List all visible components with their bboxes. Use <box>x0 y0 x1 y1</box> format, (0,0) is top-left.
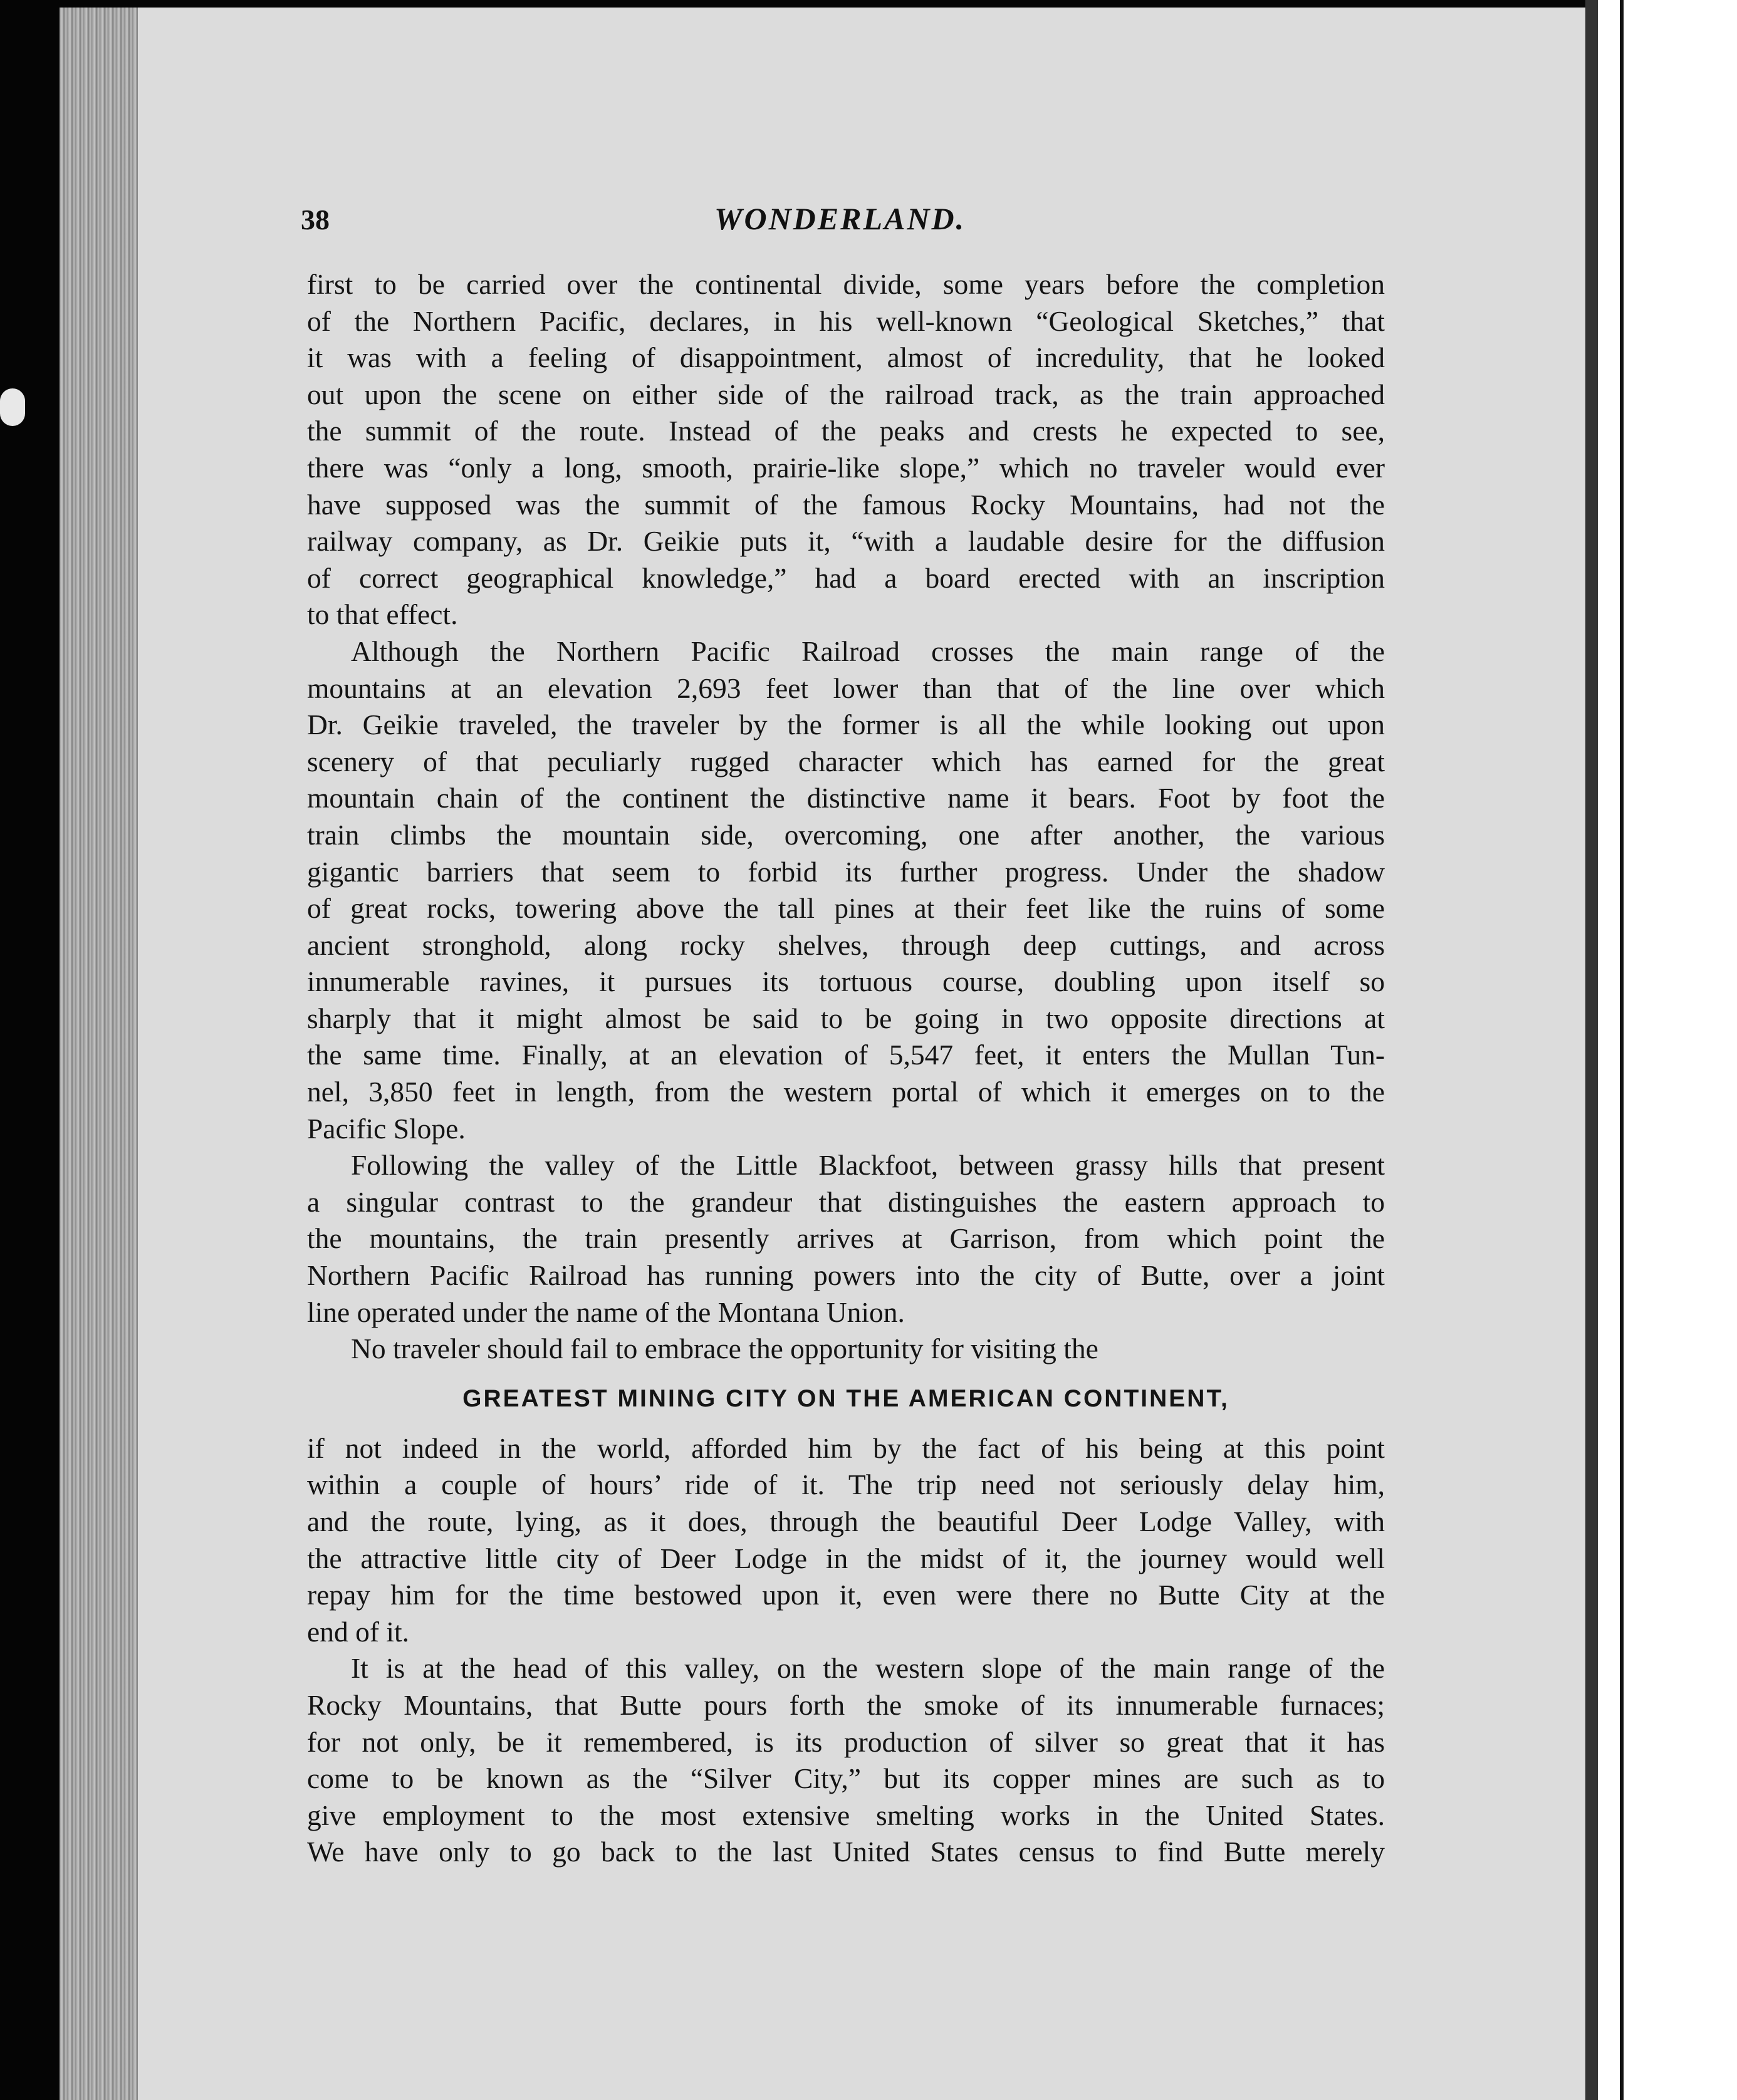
page-edges <box>60 8 147 2100</box>
binding-shadow <box>1585 0 1598 2100</box>
paragraph <box>307 266 1385 633</box>
text-line: Although the Northern Pacific Railroad crosses the main range of the <box>351 635 1385 667</box>
scan-artifact <box>0 388 25 426</box>
facing-page-edge <box>1620 0 1624 2100</box>
page-number: 38 <box>301 204 330 236</box>
text-line: We have only to go back to the last United States census to find Butte merely <box>307 1836 1385 1868</box>
text-line: a singular contrast to the grandeur that distinguishes the eastern approach to <box>307 1185 1385 1218</box>
paragraph <box>307 1147 1385 1331</box>
text-line: of the Northern Pacific, declares, in his well-known “Geological Sketches,” that <box>307 304 1385 337</box>
text-line: the mountains, the train presently arrives at Garrison, from which point the <box>307 1222 1385 1255</box>
text-line: It is at the head of this valley, on the western slope of the main range of the <box>351 1652 1385 1685</box>
paragraph <box>307 633 1385 1147</box>
text-line: scenery of that peculiarly rugged character which has earned for the great <box>307 745 1385 777</box>
running-title: WONDERLAND. <box>714 201 966 236</box>
text-line: sharply that it might almost be said to be going in two opposite directions at <box>307 1002 1385 1034</box>
text-line: of correct geographical knowledge,” had a board erected with an inscription <box>307 561 1385 594</box>
text-line: first to be carried over the continental divide, some years before the completion <box>307 268 1385 300</box>
text-line: line operated under the name of the Montana Union. <box>307 1296 905 1328</box>
text-line: Dr. Geikie traveled, the traveler by the former is all the while looking out upon <box>307 709 1385 741</box>
text-line: end of it. <box>307 1615 410 1648</box>
paragraph <box>307 1331 1385 1368</box>
text-line: it was with a feeling of disappointment, almost of incredulity, that he looked <box>307 341 1385 374</box>
text-line: the summit of the route. Instead of the peaks and crests he expected to see, <box>307 415 1385 447</box>
text-line: give employment to the most extensive smelting works in the United States. <box>307 1799 1385 1831</box>
text-line: if not indeed in the world, afforded him by the fact of his being at this point <box>307 1432 1385 1464</box>
text-line: No traveler should fail to embrace the opportunity for visiting the <box>351 1333 1098 1365</box>
text-line: within a couple of hours’ ride of it. The trip need not seriously delay him, <box>307 1468 1385 1501</box>
text-line: train climbs the mountain side, overcoming, one after another, the various <box>307 818 1385 851</box>
text-line: Northern Pacific Railroad has running powers into the city of Butte, over a joint <box>307 1259 1385 1292</box>
text-line: for not only, be it remembered, is its production of silver so great that it has <box>307 1725 1385 1758</box>
paragraph <box>307 1430 1385 1651</box>
text-line: mountains at an elevation 2,693 feet lower than that of the line over which <box>307 672 1385 704</box>
text-line: ancient stronghold, along rocky shelves, through deep cuttings, and across <box>307 928 1385 961</box>
text-line: repay him for the time bestowed upon it, even were there no Butte City at the <box>307 1579 1385 1611</box>
text-line: the attractive little city of Deer Lodge in the midst of it, the journey would well <box>307 1542 1385 1574</box>
text-line: Pacific Slope. <box>307 1112 466 1145</box>
text-line: and the route, lying, as it does, through the beautiful Deer Lodge Valley, with <box>307 1505 1385 1537</box>
facing-page <box>1598 0 1737 2100</box>
text-line: Rocky Mountains, that Butte pours forth the smoke of its innumerable furnaces; <box>307 1688 1385 1721</box>
text-line: innumerable ravines, it pursues its tortuous course, doubling upon itself so <box>307 965 1385 998</box>
text-line: come to be known as the “Silver City,” but its copper mines are such as to <box>307 1762 1385 1795</box>
text-line: Following the valley of the Little Blackfoot, between grassy hills that present <box>351 1149 1385 1182</box>
section-heading: GREATEST MINING CITY ON THE AMERICAN CONTINENT, <box>462 1385 1229 1412</box>
text-line: the same time. Finally, at an elevation of 5,547 feet, it enters the Mullan Tun- <box>307 1039 1385 1071</box>
text-line: nel, 3,850 feet in length, from the western portal of which it emerges on to the <box>307 1076 1385 1108</box>
text-line: mountain chain of the continent the distinctive name it bears. Foot by foot the <box>307 782 1385 814</box>
text-line: there was “only a long, smooth, prairie-like slope,” which no traveler would ever <box>307 451 1385 484</box>
text-line: of great rocks, towering above the tall pines at their feet like the ruins of some <box>307 892 1385 925</box>
running-head <box>301 200 1379 244</box>
text-line: out upon the scene on either side of the railroad track, as the train approached <box>307 378 1385 410</box>
text-line: gigantic barriers that seem to forbid its further progress. Under the shadow <box>307 855 1385 888</box>
text-line: railway company, as Dr. Geikie puts it, “with a laudable desire for the diffusion <box>307 525 1385 558</box>
text-line: have supposed was the summit of the famous Rocky Mountains, had not the <box>307 488 1385 521</box>
paragraph <box>307 1650 1385 1871</box>
text-line: to that effect. <box>307 598 458 631</box>
body-text <box>307 266 1385 1871</box>
